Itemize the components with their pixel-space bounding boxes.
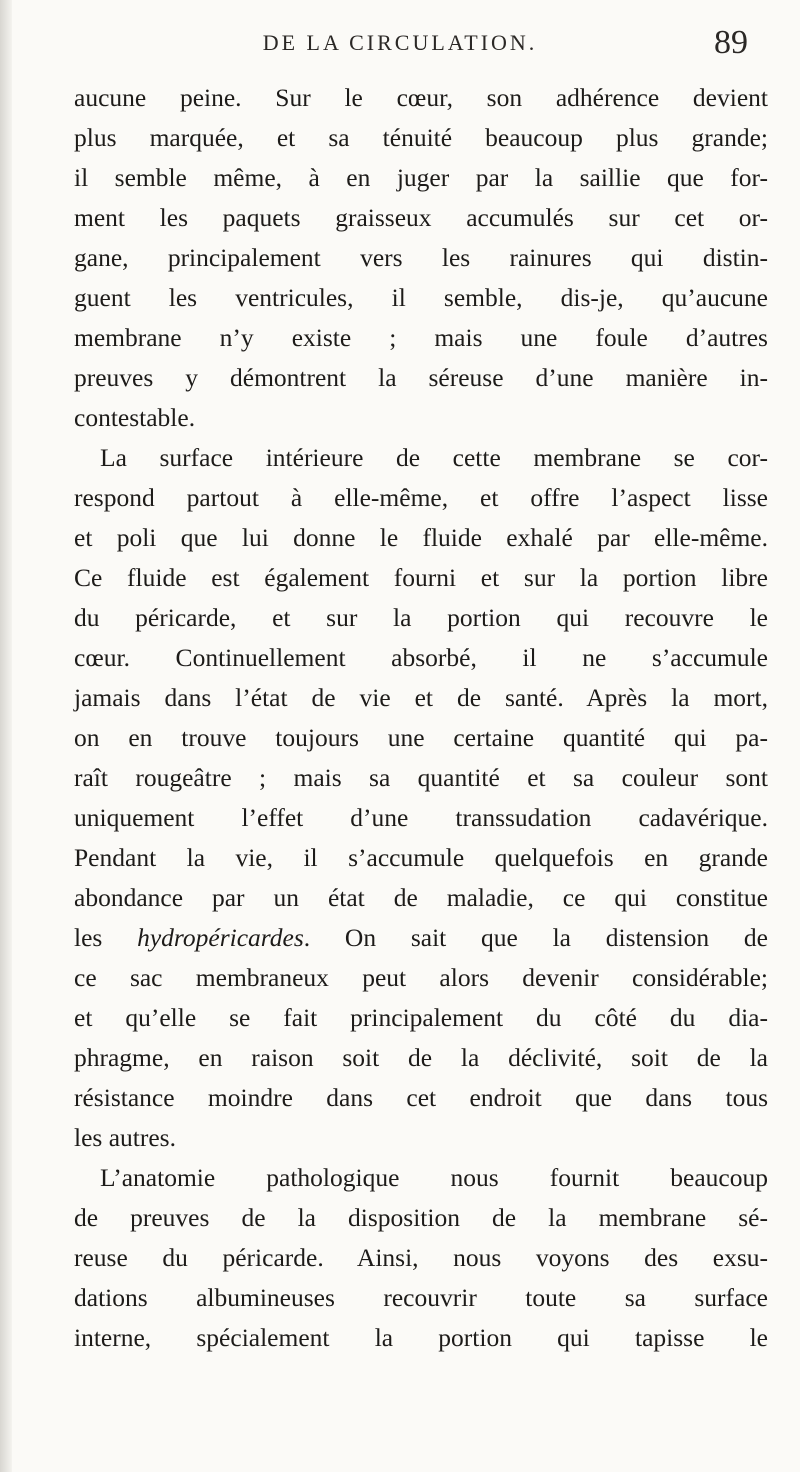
italic-term: hydropéricardes [137,923,304,952]
text-line: plus marquée, et sa ténuité beaucoup plus grande; [74,123,768,152]
text-line: La surface intérieure de cette membrane se cor- [100,443,768,472]
running-title: DE LA CIRCULATION. [262,30,538,55]
text-line: raît rougeâtre ; mais sa quantité et sa couleur sont [74,763,768,792]
text-line: aucune peine. Sur le cœur, son adhérence devient [74,83,768,112]
text-line: membrane n’y existe ; mais une foule d’autres [74,323,768,352]
body-text [74,78,768,1358]
text-line: phragme, en raison soit de la déclivité, soit de la [74,1043,768,1072]
text-line: les autres. [74,1123,176,1152]
text-line: ce sac membraneux peut alors devenir considérable; [74,963,768,992]
text-line: dations albumineuses recouvrir toute sa surface [74,1283,768,1312]
text-segment: . On sait que la distension de [303,923,768,952]
text-line: reuse du péricarde. Ainsi, nous voyons des exsu- [74,1243,768,1272]
text-line: Ce fluide est également fourni et sur la portion libre [74,563,768,592]
text-line: preuves y démontrent la séreuse d’une manière in- [74,363,768,392]
text-line: de preuves de la disposition de la membrane sé- [74,1203,768,1232]
text-line: jamais dans l’état de vie et de santé. Après la mort, [74,683,768,712]
running-head [0,10,800,70]
text-line: on en trouve toujours une certaine quantité qui pa- [74,723,768,752]
text-line: contestable. [74,403,196,432]
text-line: cœur. Continuellement absorbé, il ne s’accumule [74,643,768,672]
text-line: abondance par un état de maladie, ce qui constitue [74,883,768,912]
text-line: résistance moindre dans cet endroit que dans tous [74,1083,768,1112]
text-line: respond partout à elle-même, et offre l’aspect lisse [74,483,768,512]
binding-shadow [0,0,12,1472]
text-segment: les [74,923,138,952]
text-line: guent les ventricules, il semble, dis-je, qu’aucune [74,283,768,312]
text-line: L’anatomie pathologique nous fournit beaucoup [100,1163,768,1192]
text-line-with-italic [74,918,768,958]
text-line: uniquement l’effet d’une transsudation cadavérique. [74,803,768,832]
text-line: interne, spécialement la portion qui tapisse le [74,1323,768,1352]
text-line: gane, principalement vers les rainures qui distin- [74,243,768,272]
page-number: 89 [714,24,748,61]
text-line: du péricarde, et sur la portion qui recouvre le [74,603,768,632]
text-line: il semble même, à en juger par la saillie que for- [74,163,768,192]
text-line: et qu’elle se fait principalement du côté du dia- [74,1003,768,1032]
text-line: Pendant la vie, il s’accumule quelquefois en grande [74,843,768,872]
text-line: et poli que lui donne le fluide exhalé par elle-même. [74,523,768,552]
text-line: ment les paquets graisseux accumulés sur cet or- [74,203,768,232]
